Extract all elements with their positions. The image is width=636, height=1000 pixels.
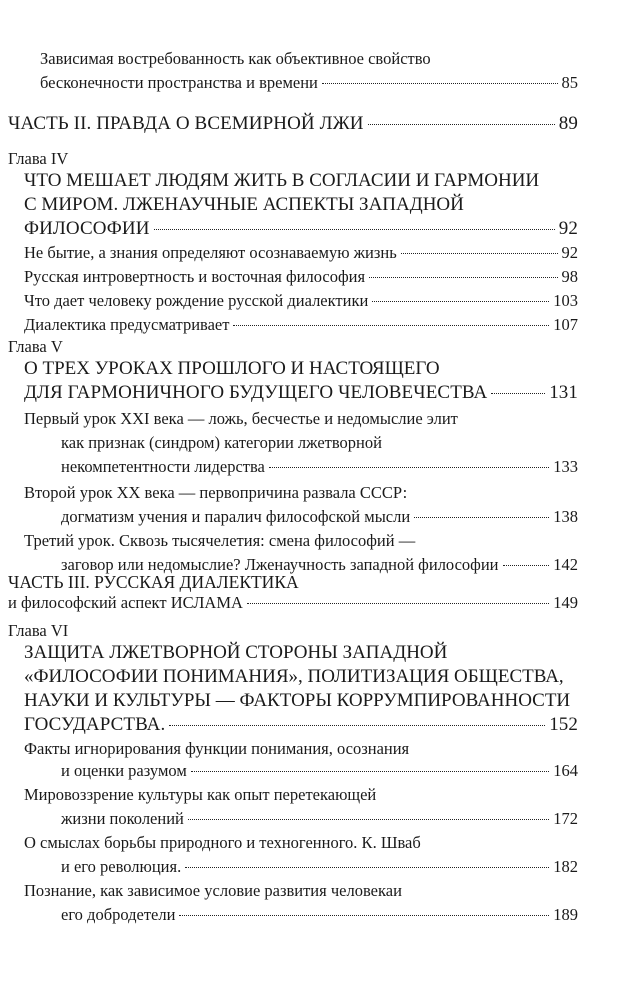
chapter-4-title-line2: С МИРОМ. ЛЖЕНАУЧНЫЕ АСПЕКТЫ ЗАПАДНОЙ — [24, 194, 464, 215]
dot-leader — [322, 83, 558, 84]
dot-leader — [491, 393, 545, 394]
toc-chapter-6[interactable] — [24, 713, 578, 737]
lesson-2-line1: Второй урок XX века — первопричина развала СССР: — [24, 483, 408, 502]
page-number: 152 — [549, 714, 578, 735]
toc-item-164[interactable] — [61, 760, 578, 782]
toc-entry-85-line2: бесконечности пространства и времени — [40, 73, 318, 92]
toc-part-2[interactable] — [8, 112, 578, 136]
toc-item[interactable] — [24, 314, 578, 336]
page-number: 142 — [553, 555, 578, 574]
lesson-3-line1: Третий урок. Сквозь тысячелетия: смена философий — — [24, 531, 416, 550]
page-number: 138 — [553, 507, 578, 526]
toc-lesson-1[interactable] — [61, 456, 578, 478]
lesson-2-line2: догматизм учения и паралич философской мысли — [61, 507, 411, 526]
dot-leader — [233, 325, 549, 326]
chapter-6-title-line4: ГОСУДАРСТВА. — [24, 714, 166, 735]
chapter-4-title-line1: ЧТО МЕШАЕТ ЛЮДЯМ ЖИТЬ В СОГЛАСИИ И ГАРМОНИИ — [24, 170, 540, 191]
item-182-line2: и его революция. — [61, 857, 182, 876]
toc-item[interactable] — [24, 290, 578, 312]
lesson-1-line2: как признак (синдром) категории лжетворной — [61, 433, 382, 452]
page-number: 149 — [553, 593, 578, 612]
item-189-line2: его добродетели — [61, 905, 176, 924]
page-number: 182 — [553, 857, 578, 876]
toc-item[interactable] — [24, 266, 578, 288]
toc-lesson-2[interactable] — [61, 506, 578, 528]
dot-leader — [414, 517, 549, 518]
chapter-5-title-line2: ДЛЯ ГАРМОНИЧНОГО БУДУЩЕГО ЧЕЛОВЕЧЕСТВА — [24, 382, 488, 403]
lesson-1-line3: некомпетентности лидерства — [61, 457, 265, 476]
page-number: 133 — [553, 457, 578, 476]
toc-item-title: Не бытие, а знания определяют осознаваемую жизнь — [24, 243, 397, 262]
page-number: 172 — [553, 809, 578, 828]
item-182-line1: О смыслах борьбы природного и техногенного. К. Шваб — [24, 833, 421, 852]
page-number: 92 — [558, 218, 578, 239]
lesson-3-line2: заговор или недомыслие? Лженаучность западной философии — [61, 555, 499, 574]
toc-chapter-4[interactable] — [24, 217, 578, 241]
dot-leader — [372, 301, 549, 302]
item-189-line1: Познание, как зависимое условие развития человекаи — [24, 881, 402, 900]
toc-item-189[interactable] — [61, 904, 578, 926]
page-number: 89 — [558, 113, 578, 134]
toc-chapter-5[interactable] — [24, 381, 578, 405]
dot-leader — [269, 467, 549, 468]
page-number: 98 — [561, 267, 578, 286]
dot-leader — [503, 565, 550, 566]
page-number: 131 — [549, 382, 578, 403]
dot-leader — [154, 229, 555, 230]
item-164-line1: Факты игнорирования функции понимания, осознания — [24, 739, 410, 758]
item-164-line2: и оценки разумом — [61, 761, 187, 780]
toc-entry-85[interactable] — [40, 72, 578, 94]
toc-item-title: Что дает человеку рождение русской диалектики — [24, 291, 369, 310]
part-3-title-line2: и философский аспект ИСЛАМА — [8, 593, 243, 612]
toc-item[interactable] — [24, 242, 578, 264]
toc-item-title: Диалектика предусматривает — [24, 315, 230, 334]
chapter-6-title-line3: НАУКИ И КУЛЬТУРЫ — ФАКТОРЫ КОРРУМПИРОВАННОСТИ — [24, 690, 571, 711]
item-172-line2: жизни поколений — [61, 809, 184, 828]
item-172-line1: Мировоззрение культуры как опыт перетекающей — [24, 785, 377, 804]
part-2-title: ЧАСТЬ II. ПРАВДА О ВСЕМИРНОЙ ЛЖИ — [8, 113, 364, 134]
dot-leader — [401, 253, 558, 254]
dot-leader — [169, 725, 545, 726]
dot-leader — [368, 124, 555, 125]
lesson-1-line1: Первый урок XXI века — ложь, бесчестье и недомыслие элит — [24, 409, 458, 428]
toc-item-182[interactable] — [61, 856, 578, 878]
dot-leader — [188, 819, 549, 820]
page-number: 103 — [553, 291, 578, 310]
dot-leader — [191, 771, 549, 772]
dot-leader — [179, 915, 549, 916]
dot-leader — [247, 603, 549, 604]
chapter-4-label: Глава IV — [8, 149, 69, 168]
chapter-6-title-line1: ЗАЩИТА ЛЖЕТВОРНОЙ СТОРОНЫ ЗАПАДНОЙ — [24, 642, 448, 663]
chapter-5-title-line1: О ТРЕХ УРОКАХ ПРОШЛОГО И НАСТОЯЩЕГО — [24, 358, 440, 379]
chapter-6-title-line2: «ФИЛОСОФИИ ПОНИМАНИЯ», ПОЛИТИЗАЦИЯ ОБЩЕСТВА, — [24, 666, 564, 687]
page-number: 189 — [553, 905, 578, 924]
toc-entry-85-line1: Зависимая востребованность как объективное свойство — [40, 49, 431, 68]
chapter-5-label: Глава V — [8, 337, 63, 356]
toc-item-title: Русская интровертность и восточная философия — [24, 267, 366, 286]
dot-leader — [369, 277, 557, 278]
page-number: 85 — [561, 73, 578, 92]
page-number: 164 — [553, 761, 578, 780]
part-3-title-line1: ЧАСТЬ III. РУССКАЯ ДИАЛЕКТИКА — [8, 572, 299, 592]
chapter-4-title-line3: ФИЛОСОФИИ — [24, 218, 150, 239]
toc-item-172[interactable] — [61, 808, 578, 830]
page-number: 107 — [553, 315, 578, 334]
toc-part-3[interactable] — [8, 592, 578, 614]
dot-leader — [185, 867, 549, 868]
page-number: 92 — [561, 243, 578, 262]
chapter-6-label: Глава VI — [8, 621, 69, 640]
